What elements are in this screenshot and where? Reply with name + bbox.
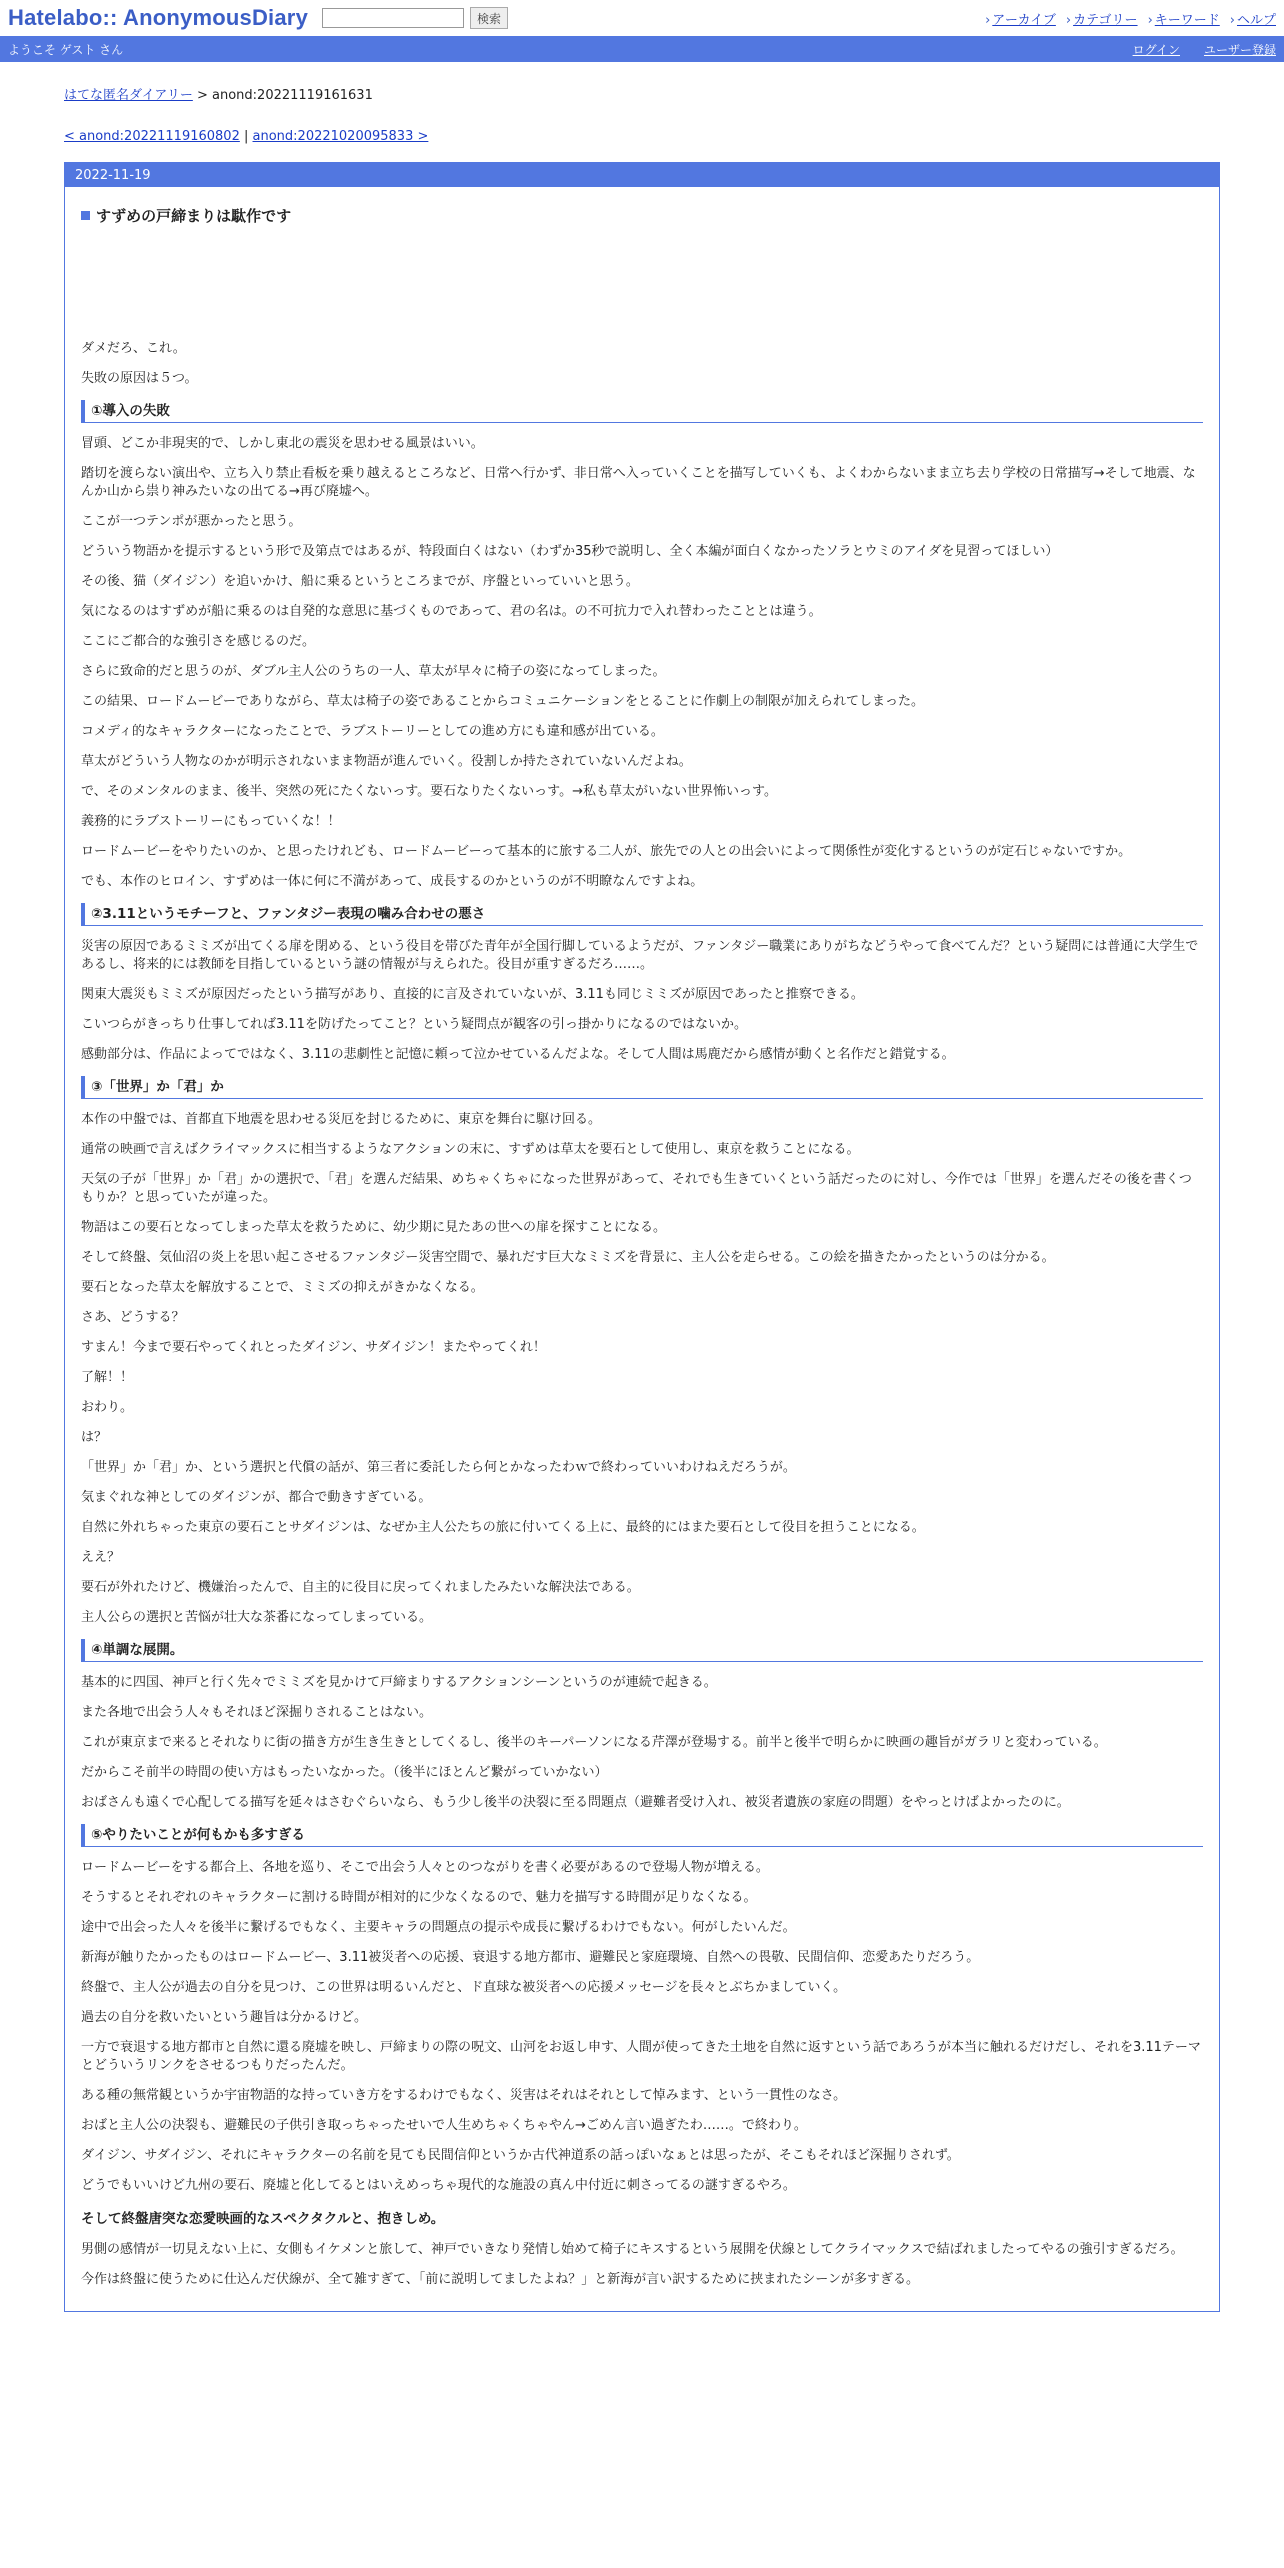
paragraph: 過去の自分を救いたいという趣旨は分かるけど。 bbox=[81, 2010, 368, 2025]
archive-link-wrap bbox=[985, 9, 1056, 28]
next-entry-link[interactable]: anond:20221020095833 > bbox=[252, 129, 429, 144]
diary-day bbox=[64, 162, 1220, 2312]
section-heading: ②3.11というモチーフと、ファンタジー表現の噛み合わせの悪さ bbox=[81, 903, 1203, 926]
paragraph: 気になるのはすずめが船に乗るのは自発的な意思に基づくものであって、君の名は。の不可抗力で入れ替わったこととは違う。 bbox=[81, 604, 822, 619]
paragraph: ある種の無常観というか宇宙物語的な持っていき方をするわけでもなく、災害はそれはそれとして悼みます、という一貫性のなさ。 bbox=[81, 2088, 847, 2103]
paragraph: 関東大震災もミミズが原因だったという描写があり、直接的に言及されていないが、3.11も同じミミズが原因であったと推察できる。 bbox=[81, 987, 864, 1002]
section-heading: ③「世界」か「君」か bbox=[81, 1076, 1203, 1099]
paragraph: 主人公らの選択と苦悩が壮大な茶番になってしまっている。 bbox=[81, 1610, 433, 1625]
paragraph: 了解！！ bbox=[81, 1370, 134, 1385]
top-bar bbox=[0, 0, 1284, 36]
paragraph: おばさんも遠くで心配してる描写を延々はさむぐらいなら、もう少し後半の決裂に至る問題点（避難者受け入れ、被災者遺族の家庭の問題）をやっとけばよかったのに。 bbox=[81, 1795, 1070, 1810]
entry-permalink-icon[interactable] bbox=[81, 211, 90, 220]
section-heading: ⑤やりたいことが何もかも多すぎる bbox=[81, 1824, 1203, 1847]
chevron-right-icon: › bbox=[1229, 12, 1235, 28]
search-button[interactable]: 検索 bbox=[470, 7, 508, 29]
paragraph: 気まぐれな神としてのダイジンが、都合で動きすぎている。 bbox=[81, 1490, 432, 1505]
paragraph: 本作の中盤では、首都直下地震を思わせる災厄を封じるために、東京を舞台に駆け回る。 bbox=[81, 1112, 602, 1127]
register-link[interactable]: ユーザー登録 bbox=[1203, 42, 1276, 57]
paragraph: これが東京まで来るとそれなりに街の描き方が生き生きとしてくるし、後半のキーパーソンになる芹澤が登場する。前半と後半で明らかに映画の趣旨がガラリと変わっている。 bbox=[81, 1735, 1107, 1750]
entry-title bbox=[81, 205, 1203, 226]
paragraph: 基本的に四国、神戸と行く先々でミミズを見かけて戸締まりするアクションシーンというのが連続で起きる。 bbox=[81, 1675, 717, 1690]
site-logo[interactable]: Hatelabo:: AnonymousDiary bbox=[8, 5, 309, 30]
chevron-right-icon: › bbox=[985, 12, 991, 28]
paragraph: 自然に外れちゃった東京の要石ことサダイジンは、なぜか主人公たちの旅に付いてくる上に、最終的にはまた要石として役目を担うことになる。 bbox=[81, 1520, 925, 1535]
paragraph: ここが一つテンポが悪かったと思う。 bbox=[81, 514, 302, 529]
paragraph: ロードムービーをやりたいのか、と思ったけれども、ロードムービーって基本的に旅する二人が、旅先での人との出会いによって関係性が変化するというのが定石じゃないですか。 bbox=[81, 844, 1132, 859]
pager-separator: | bbox=[239, 129, 253, 144]
welcome-bar bbox=[0, 36, 1284, 62]
paragraph: で、そのメンタルのまま、後半、突然の死にたくないっす。要石なりたくないっす。→私も草太がいない世界怖いっす。 bbox=[81, 784, 777, 799]
category-link-wrap bbox=[1066, 9, 1138, 28]
breadcrumb bbox=[64, 84, 1220, 103]
paragraph: 通常の映画で言えばクライマックスに相当するようなアクションの末に、すずめは草太を要石として使用し、東京を救うことになる。 bbox=[81, 1142, 860, 1157]
paragraph: 物語はこの要石となってしまった草太を救うために、幼少期に見たあの世への扉を探すことになる。 bbox=[81, 1220, 667, 1235]
paragraph: どうでもいいけど九州の要石、廃墟と化してるとはいえめっちゃ現代的な施設の真ん中付近に刺さってるの謎すぎるやろ。 bbox=[81, 2178, 796, 2193]
paragraph: ダイジン、サダイジン、それにキャラクターの名前を見ても民間信仰というか古代神道系の話っぽいなぁとは思ったが、そこもそれほど深掘りされず。 bbox=[81, 2148, 960, 2163]
paragraph: また各地で出会う人々もそれほど深掘りされることはない。 bbox=[81, 1705, 433, 1720]
paragraph: ここにご都合的な強引さを感じるのだ。 bbox=[81, 634, 316, 649]
keyword-link[interactable]: キーワード bbox=[1154, 12, 1220, 28]
paragraph: おわり。 bbox=[81, 1400, 134, 1415]
section-heading: ④単調な展開。 bbox=[81, 1639, 1203, 1662]
entry-spacer bbox=[81, 226, 1203, 340]
paragraph: そうするとそれぞれのキャラクターに割ける時間が相対的に少なくなるので、魅力を描写する時間が足りなくなる。 bbox=[81, 1890, 757, 1905]
main-content bbox=[0, 84, 1284, 2312]
help-link[interactable]: ヘルプ bbox=[1236, 12, 1276, 28]
chevron-right-icon: › bbox=[1147, 12, 1153, 28]
paragraph: 一方で衰退する地方都市と自然に還る廃墟を映し、戸締まりの際の呪文、山河をお返し申す、人間が使ってきた土地を自然に返すという話であろうが本当に触れるだけだし、それを3.11テーマとどういうリンクをさせるつもりだったんだ。 bbox=[81, 2040, 1201, 2073]
entry-body bbox=[65, 187, 1219, 2311]
paragraph: 要石となった草太を解放することで、ミミズの抑えがきかなくなる。 bbox=[81, 1280, 484, 1295]
paragraph: 災害の原因であるミミズが出てくる扉を閉める、という役目を帯びた青年が全国行脚しているようだが、ファンタジー職業にありがちなどうやって食べてんだ？という疑問には普通に大学生であるし、将来的には教師を目指しているという謎の情報が与えられた。役目が重すぎるだろ……。 bbox=[81, 939, 1199, 972]
paragraph: さらに致命的だと思うのが、ダブル主人公のうちの一人、草太が早々に椅子の姿になってしまった。 bbox=[81, 664, 666, 679]
paragraph: 今作は終盤に使うために仕込んだ伏線が、全て雑すぎて、「前に説明してましたよね？」と新海が言い訳するために挟まれたシーンが多すぎる。 bbox=[81, 2272, 919, 2287]
paragraph: 「世界」か「君」か、という選択と代償の話が、第三者に委託したら何とかなったわｗで終わっていいわけねえだろうが。 bbox=[81, 1460, 796, 1475]
final-paragraphs bbox=[81, 2241, 1203, 2289]
search-input[interactable] bbox=[322, 8, 464, 28]
paragraph: ええ？ bbox=[81, 1550, 121, 1565]
top-links bbox=[985, 9, 1276, 28]
category-link[interactable]: カテゴリー bbox=[1073, 12, 1138, 28]
keyword-link-wrap bbox=[1148, 9, 1220, 28]
entry-intro bbox=[81, 340, 1203, 388]
entry-sections bbox=[81, 400, 1203, 2195]
paragraph: こいつらがきっちり仕事してれば3.11を防げたってこと？という疑問点が観客の引っ掛かりになるのではないか。 bbox=[81, 1017, 747, 1032]
paragraph: 草太がどういう人物なのかが明示されないまま物語が進んでいく。役割しか持たされていないんだよね。 bbox=[81, 754, 692, 769]
paragraph: ダメだろ、これ。 bbox=[81, 341, 186, 356]
paragraph: すまん！今まで要石やってくれとったダイジン、サダイジン！またやってくれ！ bbox=[81, 1340, 546, 1355]
paragraph: この結果、ロードムービーでありながら、草太は椅子の姿であることからコミュニケーションをとることに作劇上の制限が加えられてしまった。 bbox=[81, 694, 925, 709]
paragraph: ロードムービーをする都合上、各地を巡り、そこで出会う人々とのつながりを書く必要があるので登場人物が増える。 bbox=[81, 1860, 769, 1875]
paragraph: 要石が外れたけど、機嫌治ったんで、自主的に役目に戻ってくれましたみたいな解決法である。 bbox=[81, 1580, 640, 1595]
welcome-text: ようこそ ゲスト さん bbox=[8, 42, 124, 57]
paragraph: 途中で出会った人々を後半に繋げるでもなく、主要キャラの問題点の提示や成長に繋げるわけでもない。何がしたいんだ。 bbox=[81, 1920, 796, 1935]
paragraph: 義務的にラブストーリーにもっていくな！！ bbox=[81, 814, 341, 829]
paragraph: 冒頭、どこか非現実的で、しかし東北の震災を思わせる風景はいい。 bbox=[81, 436, 484, 451]
login-link[interactable]: ログイン bbox=[1132, 42, 1180, 57]
paragraph: コメディ的なキャラクターになったことで、ラブストーリーとしての進め方にも違和感が出ている。 bbox=[81, 724, 664, 739]
paragraph: 終盤で、主人公が過去の自分を見つけ、この世界は明るいんだと、ド直球な被災者への応援メッセージを長々とぶちかましていく。 bbox=[81, 1980, 847, 1995]
paragraph: 男側の感情が一切見えない上に、女側もイケメンと旅して、神戸でいきなり発情し始めて椅子にキスするという展開を伏線としてクライマックスで結ばれましたってやるの強引すぎるだろ。 bbox=[81, 2242, 1184, 2257]
paragraph: は？ bbox=[81, 1430, 108, 1445]
paragraph: おばと主人公の決裂も、避難民の子供引き取っちゃったせいで人生めちゃくちゃやん→ごめん言い過ぎたわ……。で終わり。 bbox=[81, 2118, 807, 2133]
paragraph: さあ、どうする？ bbox=[81, 1310, 185, 1325]
chevron-right-icon: › bbox=[1065, 12, 1072, 28]
paragraph: 感動部分は、作品によってではなく、3.11の悲劇性と記憶に頼って泣かせているんだよな。そして人間は馬鹿だから感情が動くと名作だと錯覚する。 bbox=[81, 1047, 955, 1062]
final-heading: そして終盤唐突な恋愛映画的なスペクタクルと、抱きしめ。 bbox=[81, 2211, 445, 2227]
help-link-wrap bbox=[1230, 9, 1276, 28]
paragraph: その後、猫（ダイジン）を追いかけ、船に乗るというところまでが、序盤といっていいと思う。 bbox=[81, 574, 639, 589]
archive-link[interactable]: アーカイブ bbox=[992, 12, 1056, 28]
paragraph: でも、本作のヒロイン、すずめは一体に何に不満があって、成長するのかというのが不明瞭なんですよね。 bbox=[81, 874, 704, 889]
account-links bbox=[1133, 41, 1276, 58]
breadcrumb-current: anond:20221119161631 bbox=[212, 88, 373, 103]
paragraph: だからこそ前半の時間の使い方はもったいなかった。（後半にほとんど繋がっていかない） bbox=[81, 1765, 608, 1780]
entry-pager bbox=[64, 129, 1220, 144]
day-date: 2022-11-19 bbox=[65, 163, 1219, 187]
breadcrumb-home-link[interactable]: はてな匿名ダイアリー bbox=[64, 88, 193, 103]
paragraph: そして終盤、気仙沼の炎上を思い起こさせるファンタジー災害空間で、暴れだす巨大なミミズを背景に、主人公を走らせる。この絵を描きたかったというのは分かる。 bbox=[81, 1250, 1055, 1265]
section-heading: ①導入の失敗 bbox=[81, 400, 1203, 423]
paragraph: どういう物語かを提示するという形で及第点ではあるが、特段面白くはない（わずか35秒で説明し、全く本編が面白くなかったソラとウミのアイダを見習ってほしい） bbox=[81, 544, 1059, 559]
paragraph: 踏切を渡らない演出や、立ち入り禁止看板を乗り越えるところなど、日常へ行かず、非日常へ入っていくことを描写していくも、よくわからないまま立ち去り学校の日常描写→そして地震、なんか山から祟り神みたいなの出てる→再び廃墟へ。 bbox=[81, 466, 1196, 499]
paragraph: 新海が触りたかったものはロードムービー、3.11被災者への応援、衰退する地方都市、避難民と家庭環境、自然への畏敬、民間信仰、恋愛あたりだろう。 bbox=[81, 1950, 980, 1965]
prev-entry-link[interactable]: < anond:20221119160802 bbox=[64, 129, 240, 144]
entry-title-text: すずめの戸締まりは駄作です bbox=[96, 207, 292, 225]
paragraph: 天気の子が「世界」か「君」かの選択で、「君」を選んだ結果、めちゃくちゃになった世界があって、それでも生きていくという話だったのに対し、今作では「世界」を選んだその後を書くつもりか？と思っていたが違った。 bbox=[81, 1172, 1192, 1205]
paragraph: 失敗の原因は５つ。 bbox=[81, 371, 198, 386]
breadcrumb-separator: > bbox=[192, 88, 213, 103]
